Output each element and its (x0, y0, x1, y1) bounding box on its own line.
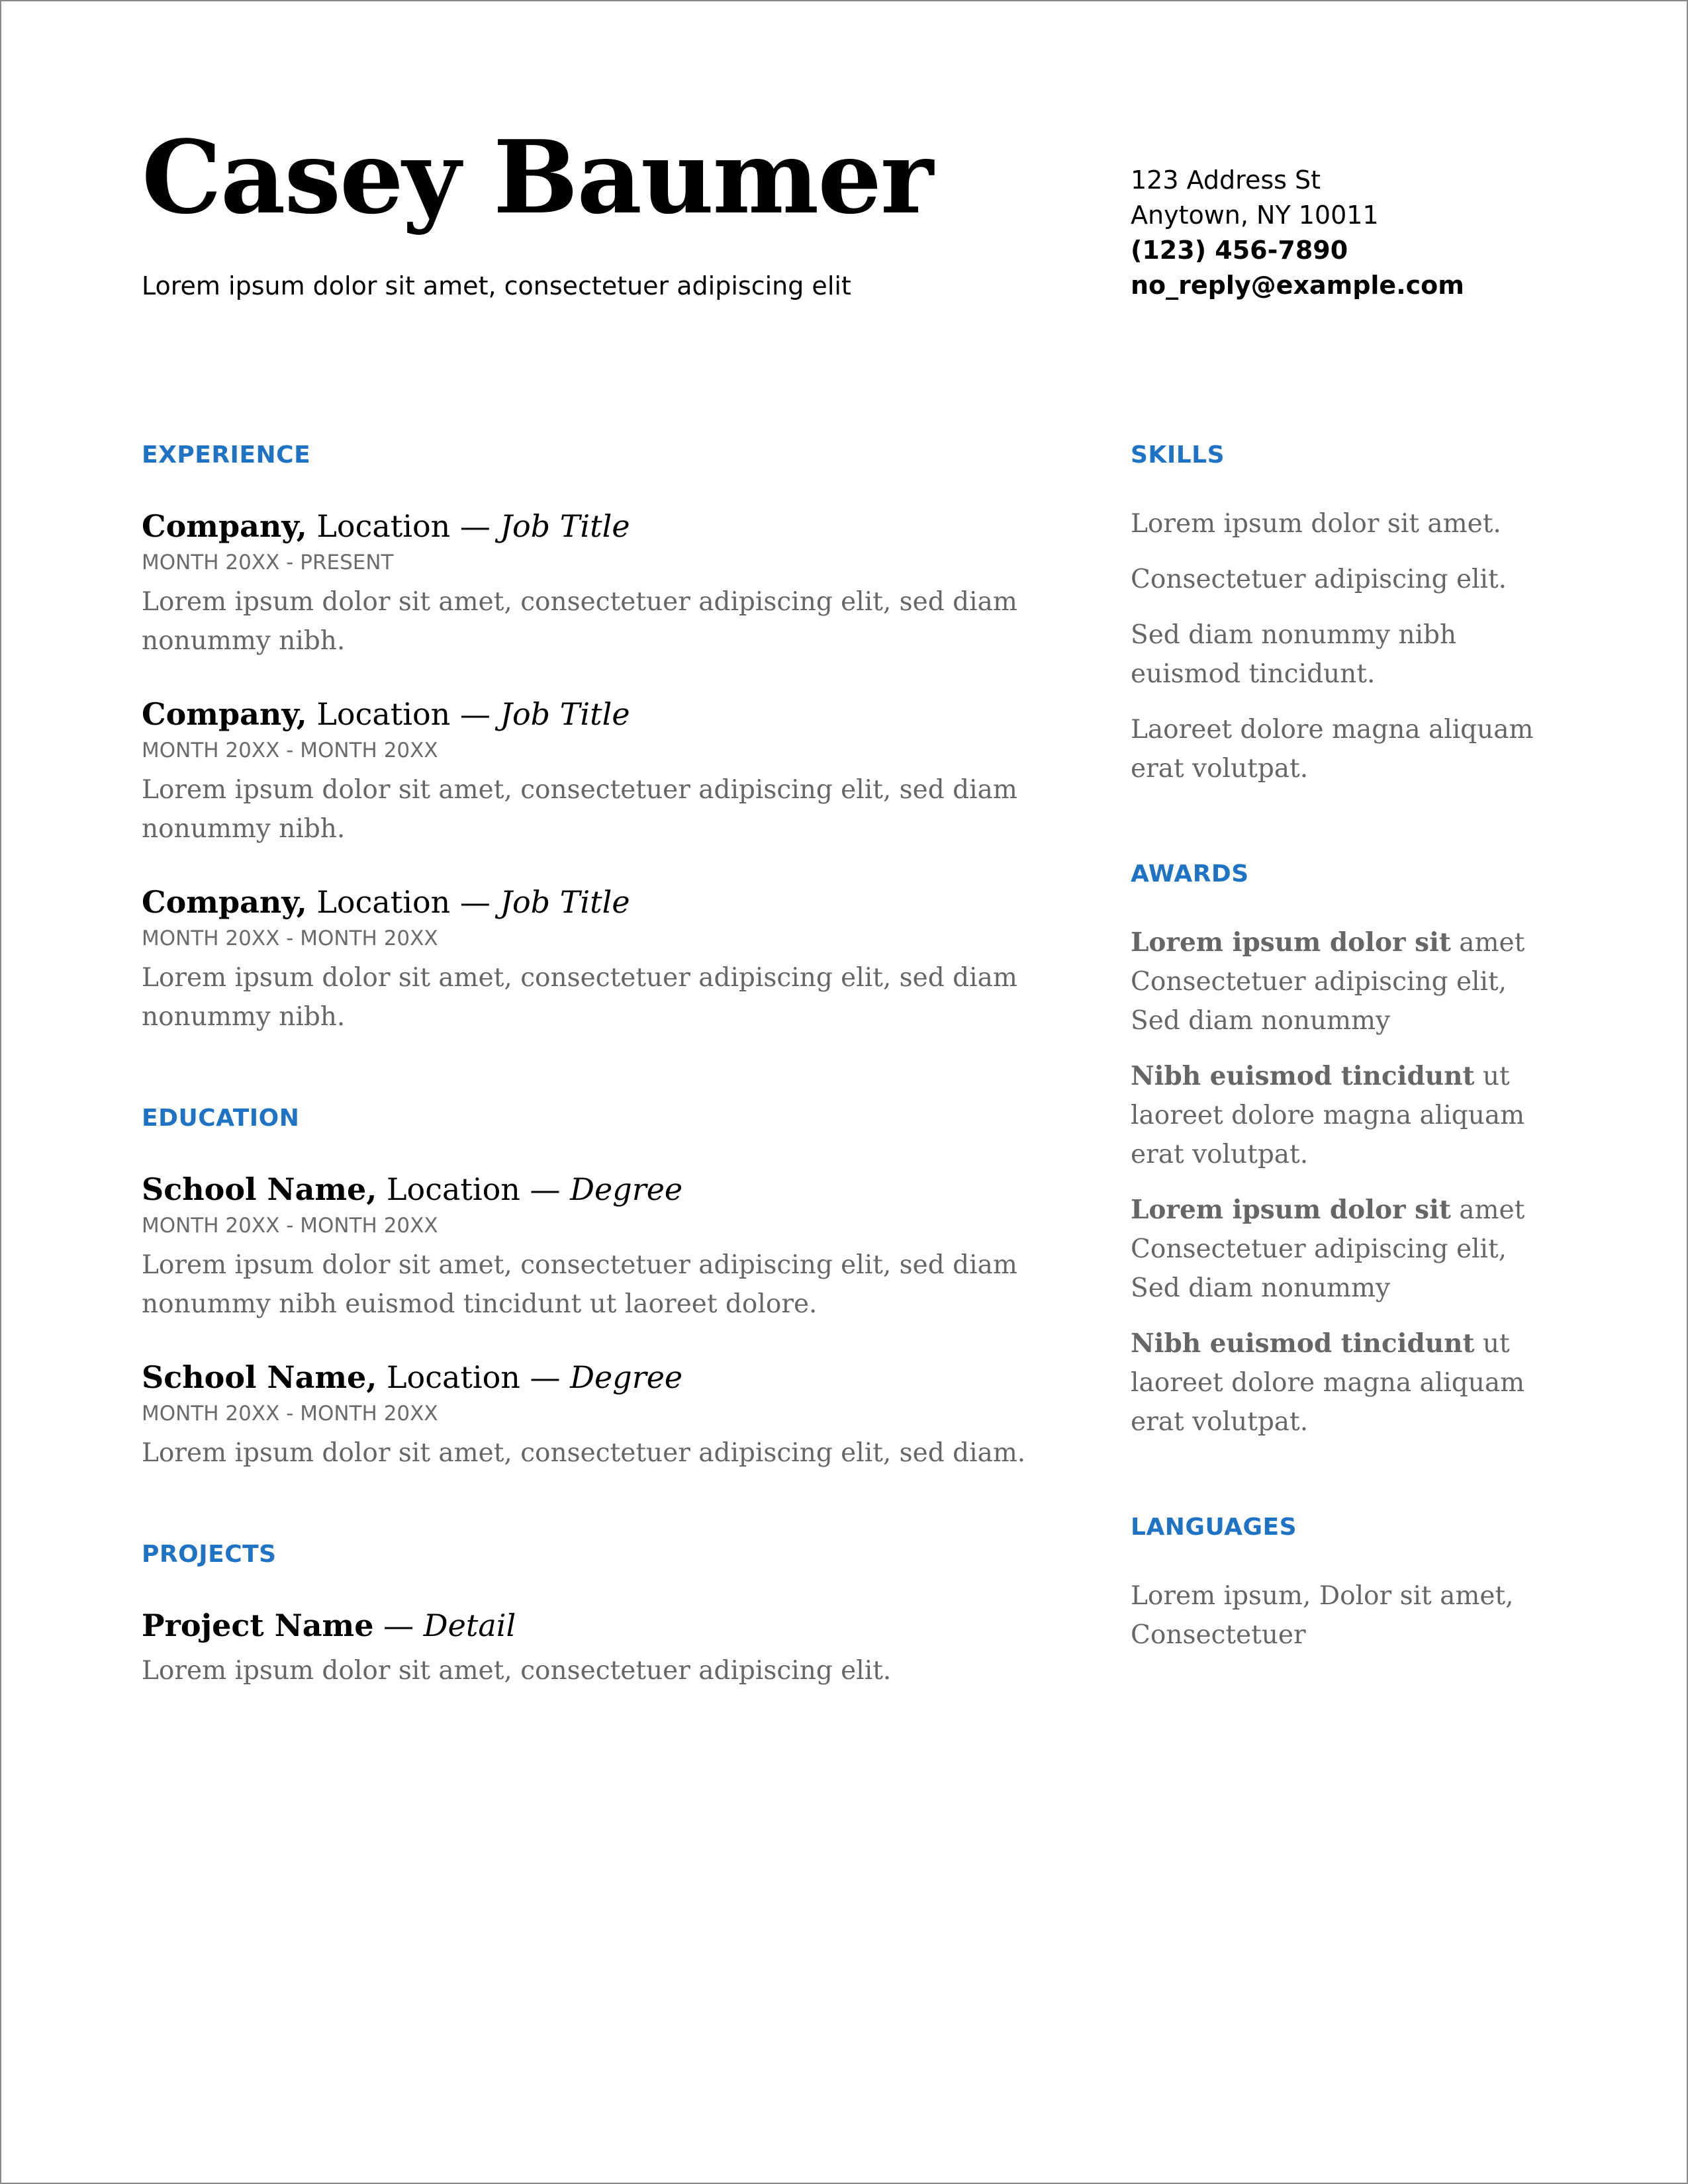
entry-org: School Name, (142, 1171, 377, 1207)
education-entry (142, 1169, 1035, 1324)
award-title: Nibh euismod tincidunt (1131, 1061, 1475, 1091)
award-detail: amet Consectetuer adipiscing elit, Sed diam nonummy (1131, 928, 1525, 1036)
side-column (1131, 438, 1554, 1655)
skill-item: Laoreet dolore magna aliquam erat volutpat. (1131, 715, 1534, 784)
experience-entry (142, 694, 1035, 848)
entry-dates: MONTH 20XX - MONTH 20XX (142, 1214, 438, 1238)
entry-org: School Name, (142, 1359, 377, 1395)
project-detail: Detail (423, 1608, 516, 1643)
entry-org: Company, (142, 884, 307, 920)
entry-title (142, 1357, 1035, 1398)
entry-title (142, 1605, 1035, 1646)
skill-item: Consectetuer adipiscing elit. (1131, 565, 1507, 594)
entry-role: Degree (570, 1359, 683, 1395)
entry-dates: MONTH 20XX - MONTH 20XX (142, 927, 438, 950)
skills-heading: SKILLS (1131, 441, 1225, 469)
entry-location: Location — (377, 1171, 571, 1207)
entry-location: Location — (306, 696, 500, 732)
skills-section (1131, 438, 1554, 788)
education-entry (142, 1357, 1035, 1473)
resume-name: Casey Baumer (142, 118, 933, 236)
resume-tagline: Lorem ipsum dolor sit amet, consectetuer adipiscing elit (142, 271, 851, 300)
entry-role: Degree (570, 1171, 683, 1207)
award-item (1131, 1324, 1554, 1441)
award-title: Lorem ipsum dolor sit (1131, 1195, 1451, 1225)
project-entry (142, 1605, 1035, 1690)
education-heading: EDUCATION (142, 1105, 300, 1132)
projects-heading: PROJECTS (142, 1541, 277, 1568)
awards-section (1131, 857, 1554, 1441)
entry-dates: MONTH 20XX - MONTH 20XX (142, 739, 438, 762)
entry-org: Company, (142, 508, 307, 544)
experience-entry (142, 506, 1035, 660)
awards-heading: AWARDS (1131, 860, 1249, 887)
award-detail: amet Consectetuer adipiscing elit, Sed diam nonummy (1131, 1195, 1525, 1303)
award-title: Lorem ipsum dolor sit (1131, 927, 1451, 958)
entry-location: Location — (377, 1359, 571, 1395)
award-item (1131, 1057, 1554, 1174)
award-item (1131, 1191, 1554, 1308)
award-detail: ut laoreet dolore magna aliquam erat volutpat. (1131, 1062, 1525, 1169)
entry-title (142, 694, 1035, 735)
experience-heading: EXPERIENCE (142, 441, 311, 469)
award-item (1131, 923, 1554, 1040)
contact-block (1131, 163, 1464, 303)
award-title: Nibh euismod tincidunt (1131, 1328, 1475, 1359)
experience-entry (142, 882, 1035, 1036)
skill-item: Sed diam nonummy nibh euismod tincidunt. (1131, 620, 1457, 689)
main-column (142, 438, 1035, 1690)
languages-text: Lorem ipsum, Dolor sit amet, Consectetuer (1131, 1581, 1514, 1650)
phone-number: (123) 456-7890 (1131, 236, 1348, 265)
entry-role: Job Title (500, 696, 630, 732)
entry-description: Lorem ipsum dolor sit amet, consectetuer adipiscing elit, sed diam nonummy nibh. (142, 587, 1017, 656)
entry-location: Location — (306, 884, 500, 920)
award-detail: ut laoreet dolore magna aliquam erat volutpat. (1131, 1329, 1525, 1437)
project-name: Project Name (142, 1608, 374, 1643)
entry-role: Job Title (500, 508, 630, 544)
entry-description: Lorem ipsum dolor sit amet, consectetuer adipiscing elit, sed diam nonummy nibh. (142, 775, 1017, 844)
entry-role: Job Title (500, 884, 630, 920)
entry-title (142, 1169, 1035, 1210)
address-line-1: 123 Address St (1131, 165, 1321, 195)
entry-description: Lorem ipsum dolor sit amet, consectetuer adipiscing elit, sed diam. (142, 1438, 1026, 1468)
entry-dates: MONTH 20XX - PRESENT (142, 551, 394, 574)
skill-item: Lorem ipsum dolor sit amet. (1131, 509, 1501, 539)
entry-description: Lorem ipsum dolor sit amet, consectetuer adipiscing elit, sed diam nonummy nibh euismod tincidunt ut laoreet dolore. (142, 1250, 1017, 1319)
entry-description: Lorem ipsum dolor sit amet, consectetuer adipiscing elit, sed diam nonummy nibh. (142, 963, 1017, 1032)
entry-title (142, 882, 1035, 923)
email-address: no_reply@example.com (1131, 271, 1464, 300)
entry-title (142, 506, 1035, 547)
address-line-2: Anytown, NY 10011 (1131, 201, 1379, 230)
entry-dates: MONTH 20XX - MONTH 20XX (142, 1402, 438, 1426)
entry-location: Location — (306, 508, 500, 544)
languages-heading: LANGUAGES (1131, 1514, 1297, 1541)
entry-description: Lorem ipsum dolor sit amet, consectetuer adipiscing elit. (142, 1656, 892, 1686)
entry-org: Company, (142, 696, 307, 732)
project-separator: — (373, 1608, 424, 1643)
languages-section (1131, 1510, 1554, 1655)
